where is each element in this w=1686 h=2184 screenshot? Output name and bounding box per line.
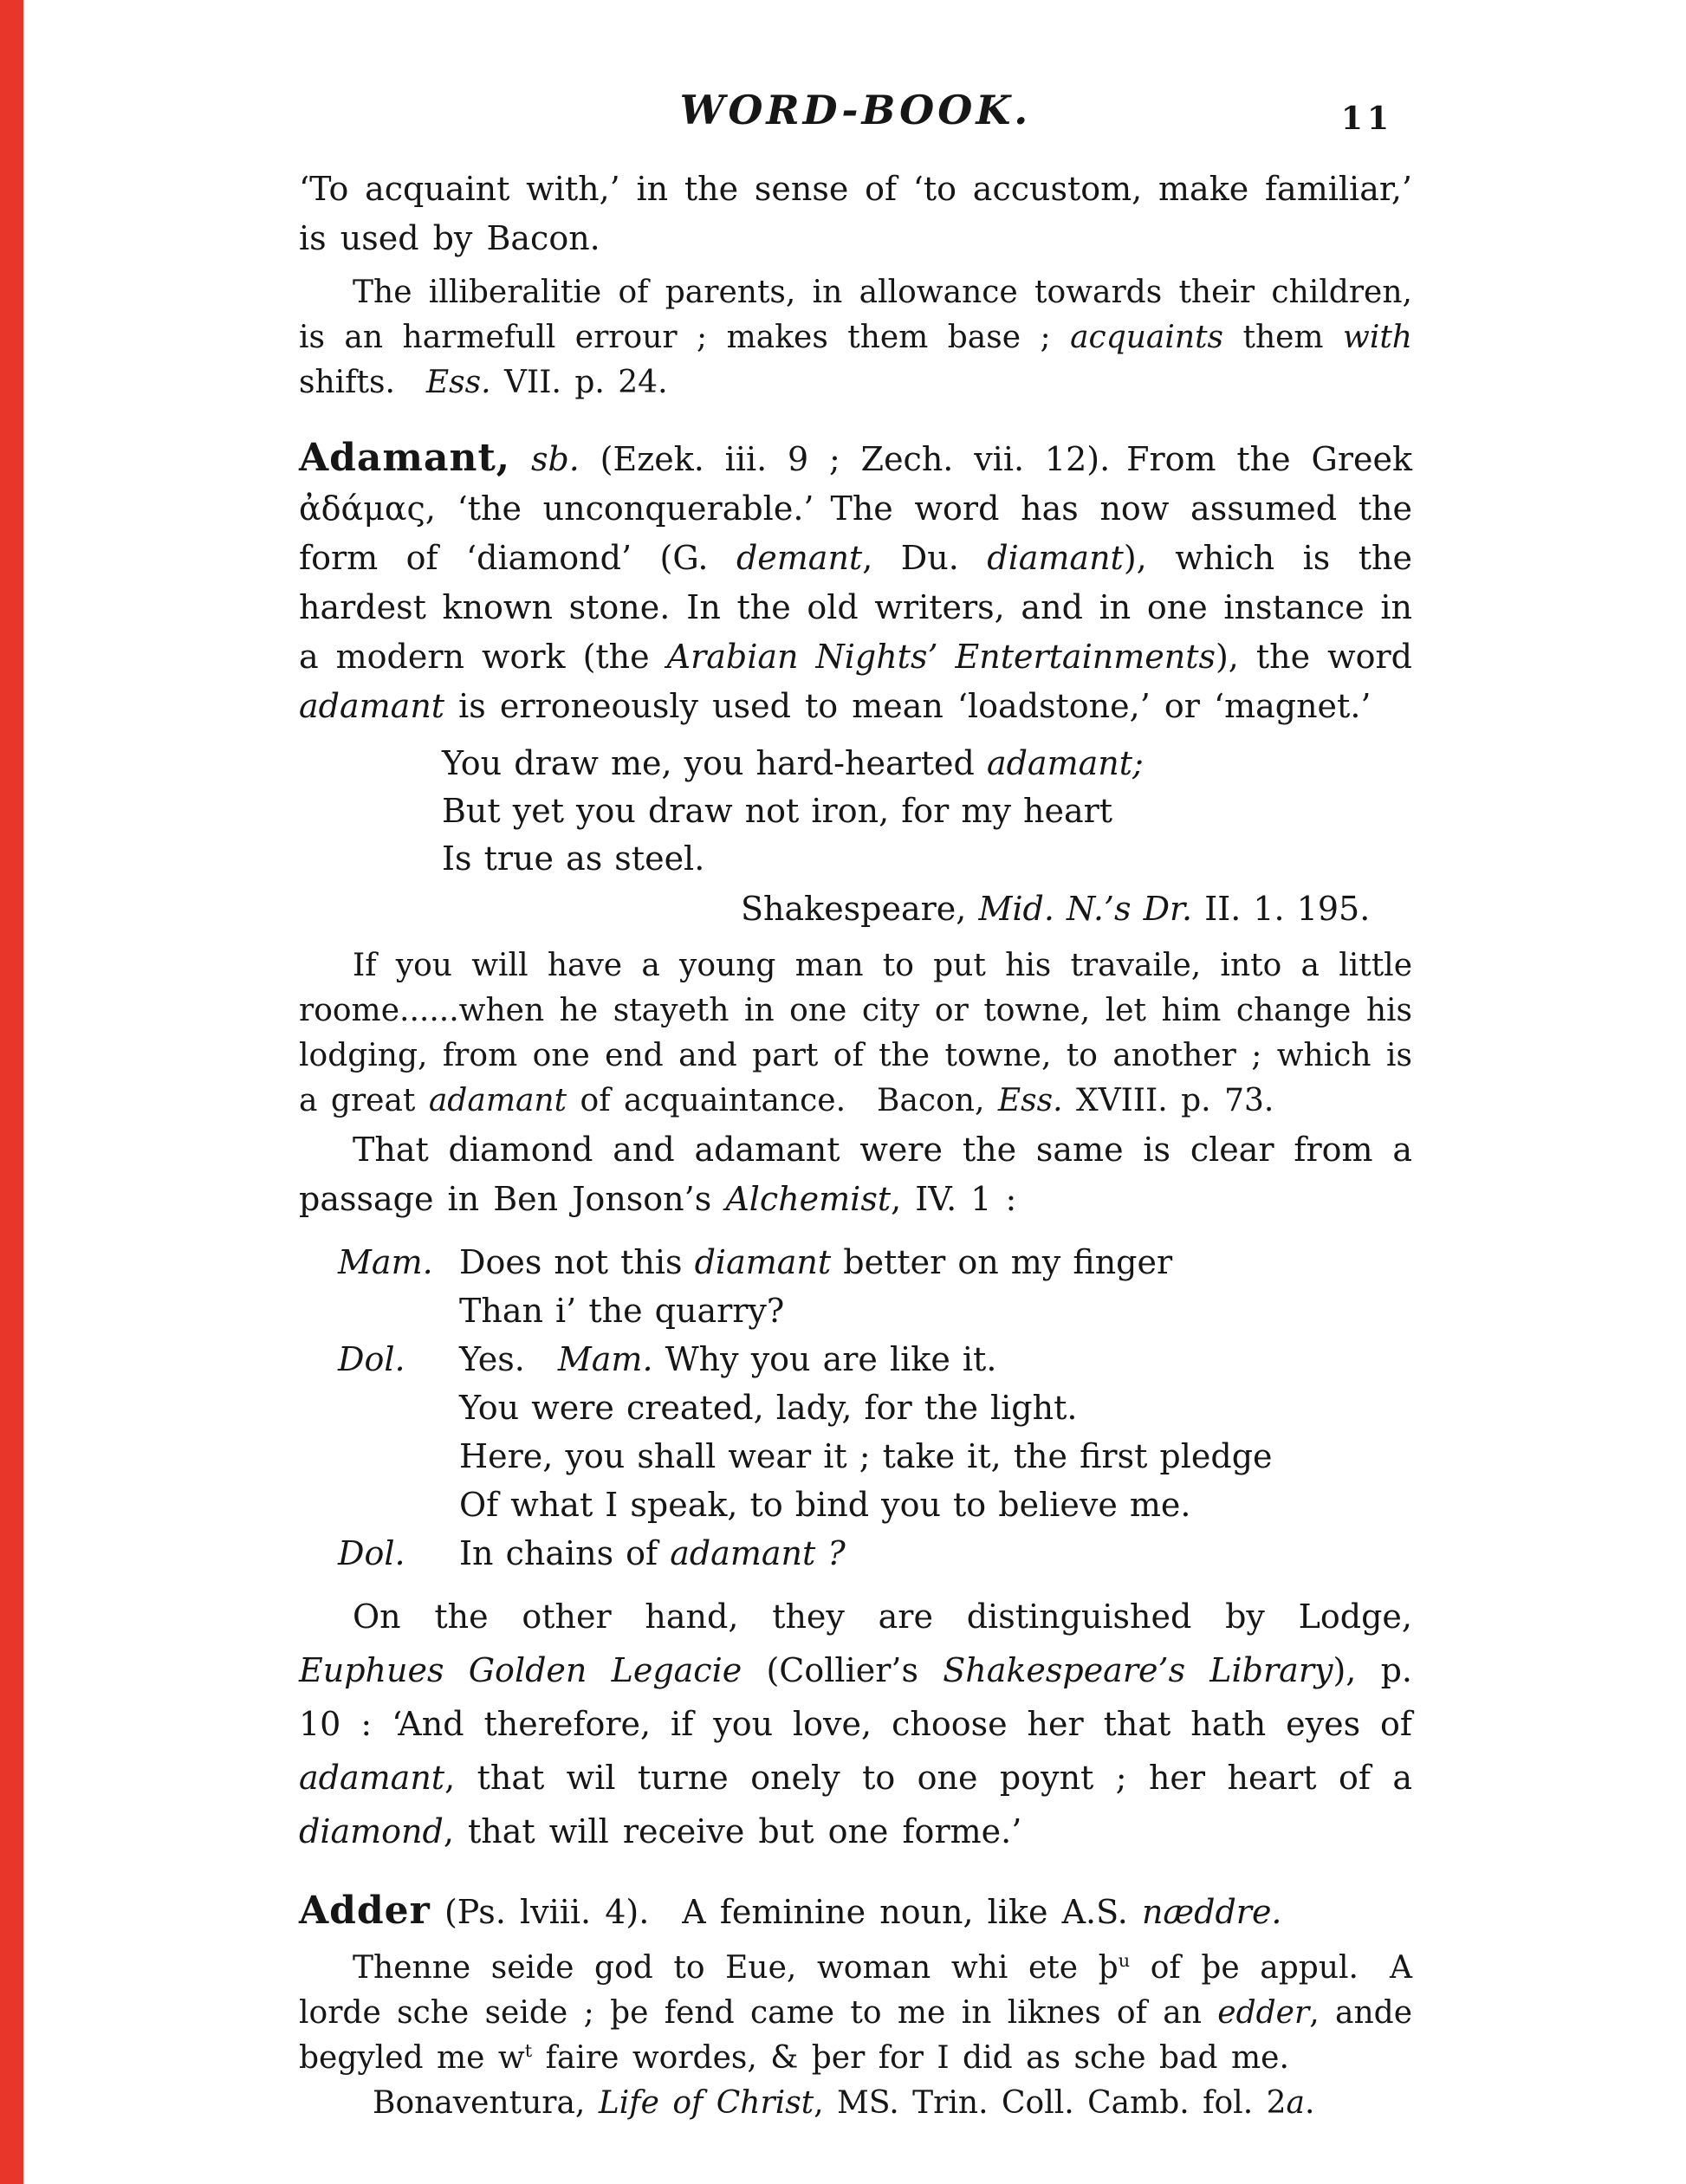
quote-attribution [299,2081,1412,2126]
emphasis-text: næddre. [1141,1893,1282,1931]
emphasis-text: Ess. [425,365,491,400]
emphasis-text: Arabian Nights’ Entertainments [666,638,1216,676]
text-segment: Does not this [459,1243,695,1281]
emphasis-text: Ess. [997,1083,1063,1118]
text-segment: , IV. 1 : [891,1180,1017,1218]
text-segment: II. 1. 195. [1192,890,1371,928]
entry-paragraph [299,433,1412,731]
speaker-label: Dol. [338,1340,405,1378]
dialogue-row [299,1335,1412,1384]
text-segment: of acquaintance. Bacon, [567,1083,998,1118]
text-segment: is erroneously used to mean ‘loadstone,’ or ‘magnet.’ [444,687,1371,725]
verse-quote [442,740,1412,933]
dialogue-row [299,1238,1412,1286]
text-segment: ), p. 10 : ‘And therefore, if you love, choose her that hath eyes of [299,1651,1413,1743]
speaker-label [338,1481,459,1529]
text-segment: XVIII. p. 73. [1062,1083,1274,1118]
verse-line [442,740,1412,787]
verse-line [442,835,1412,883]
text-segment: On the other hand, they are distinguished by Lodge, [353,1597,1412,1636]
text-segment: , that wil turne onely to one poynt ; her heart of a [444,1759,1412,1797]
text-segment: (Ezek. iii. 9 ; Zech. vii. 12). From the Greek ἀδάμας, ‘the unconquerable.’ The word has now assumed the form of ‘diamond’ (G. [299,440,1412,577]
emphasis-text: diamant [694,1243,832,1281]
dialogue-line [459,1481,1412,1529]
text-segment: (Ps. lviii. 4). A feminine noun, like A.S. [430,1893,1142,1931]
dialogue-row [299,1384,1412,1432]
text-segment: ), which is the hardest known stone. In the old writers, and in one instance in a modern work (the [299,539,1412,676]
text-segment: faire wordes, & þer for I did as sche bad me. [532,2040,1289,2076]
speaker-label: Mam. [338,1243,433,1281]
verse-line [442,787,1412,835]
speaker-label: Dol. [338,1534,405,1572]
text-segment: , ande begyled me w [299,1995,1412,2076]
text-segment: Yes. [459,1340,558,1378]
quote-attribution [741,885,1412,933]
dialogue-row [299,1286,1412,1335]
emphasis-text: Mid. N.’s Dr. [978,890,1193,928]
text-segment: Here, you shall wear it ; take it, the first pledge [459,1437,1273,1475]
quote-paragraph [299,1946,1412,2126]
emphasis-text: adamant [299,1759,445,1797]
headword: Adder [299,1889,431,1933]
dialogue-quote [299,1238,1412,1578]
emphasis-text: adamant ? [670,1534,846,1572]
body-paragraph [299,1125,1412,1224]
text-segment: Bonaventura, [373,2085,599,2121]
body-paragraph [299,165,1412,263]
headword: Adamant, [299,436,511,480]
emphasis-text: adamant [299,687,445,725]
dialogue-line [459,1335,1412,1384]
dialogue-line [459,1432,1412,1481]
emphasis-text: a [1286,2085,1305,2121]
emphasis-text: diamant [987,539,1124,577]
dialogue-row [299,1432,1412,1481]
text-segment: , MS. Trin. Coll. Camb. fol. 2 [814,2085,1287,2121]
body-paragraph [299,1590,1412,1858]
dialogue-line [459,1529,1412,1578]
emphasis-text: acquaints [1070,320,1224,355]
emphasis-text: sb. [530,440,580,478]
text-segment: Of what I speak, to bind you to believe me. [459,1486,1191,1524]
text-segment: Than i’ the quarry? [459,1292,785,1330]
text-segment: ), the word [1215,638,1412,676]
dialogue-line [459,1286,1412,1335]
text-segment: The illiberalitie of parents, in allowance towards their children, is an harmefull errour ; makes them base ; [299,275,1412,355]
page-number: 11 [1340,100,1393,137]
text-segment: Shakespeare, [741,890,979,928]
text-segment: Why you are like it. [652,1340,997,1378]
emphasis-text: demant [736,539,863,577]
text-segment: them [1223,320,1344,355]
speaker-label [338,1432,459,1481]
text-segment: ‘To acquaint with,’ in the sense of ‘to accustom, make familiar,’ is used by Bacon. [299,170,1412,257]
superscript-letter: u [1118,1950,1131,1971]
quote-paragraph [299,943,1412,1124]
speaker-label [338,1286,459,1335]
emphasis-text: Life of Christ [598,2085,814,2121]
text-segment: shifts. [299,365,426,400]
text-segment: You draw me, you hard-hearted [442,744,987,782]
emphasis-text: Alchemist [725,1180,892,1218]
emphasis-text: diamond [299,1812,444,1850]
text-segment [510,440,531,478]
quote-paragraph [299,270,1412,405]
emphasis-text: Euphues Golden Legacie [299,1651,742,1689]
scan-edge-strip [0,0,23,2184]
text-segment: But yet you draw not iron, for my heart [442,792,1113,830]
emphasis-text: with [1343,320,1412,355]
text-segment: . [1304,2085,1315,2121]
superscript-letter: t [524,2040,533,2061]
speaker-label [338,1384,459,1432]
text-segment: (Collier’s [742,1651,944,1689]
dialogue-row [299,1529,1412,1578]
entry-paragraph [299,1886,1412,1937]
text-segment: , Du. [862,539,988,577]
text-segment: You were created, lady, for the light. [459,1389,1078,1427]
text-segment: In chains of [459,1534,671,1572]
page-header [299,87,1412,137]
text-segment: That diamond and adamant were the same is clear from a passage in Ben Jonson’s [299,1131,1412,1218]
text-segment: better on my finger [831,1243,1173,1281]
text-segment: Is true as steel. [442,839,705,878]
running-title: WORD-BOOK. [679,87,1032,133]
text-segment: , that will receive but one forme.’ [443,1812,1022,1850]
dialogue-row [299,1481,1412,1529]
text-segment: Thenne seide god to Eue, woman whi ete þ [353,1950,1119,1986]
page-content [299,165,1412,2128]
emphasis-text: adamant; [986,744,1144,782]
dialogue-line [459,1238,1412,1286]
text-segment: If you will have a young man to put his travaile, into a little roome......when he stayeth in one city or towne, let him change his lodging, from one end and part of the towne, to another ; which is a great [299,948,1412,1118]
emphasis-text: Mam. [557,1340,653,1378]
emphasis-text: Shakespeare’s Library [943,1651,1333,1689]
dialogue-line [459,1384,1412,1432]
text-segment: of þe appul. A lorde sche seide ; þe fend came to me in liknes of an [299,1950,1412,2031]
emphasis-text: adamant [428,1083,567,1118]
text-segment: VII. p. 24. [490,365,668,400]
emphasis-text: edder [1217,1995,1310,2031]
